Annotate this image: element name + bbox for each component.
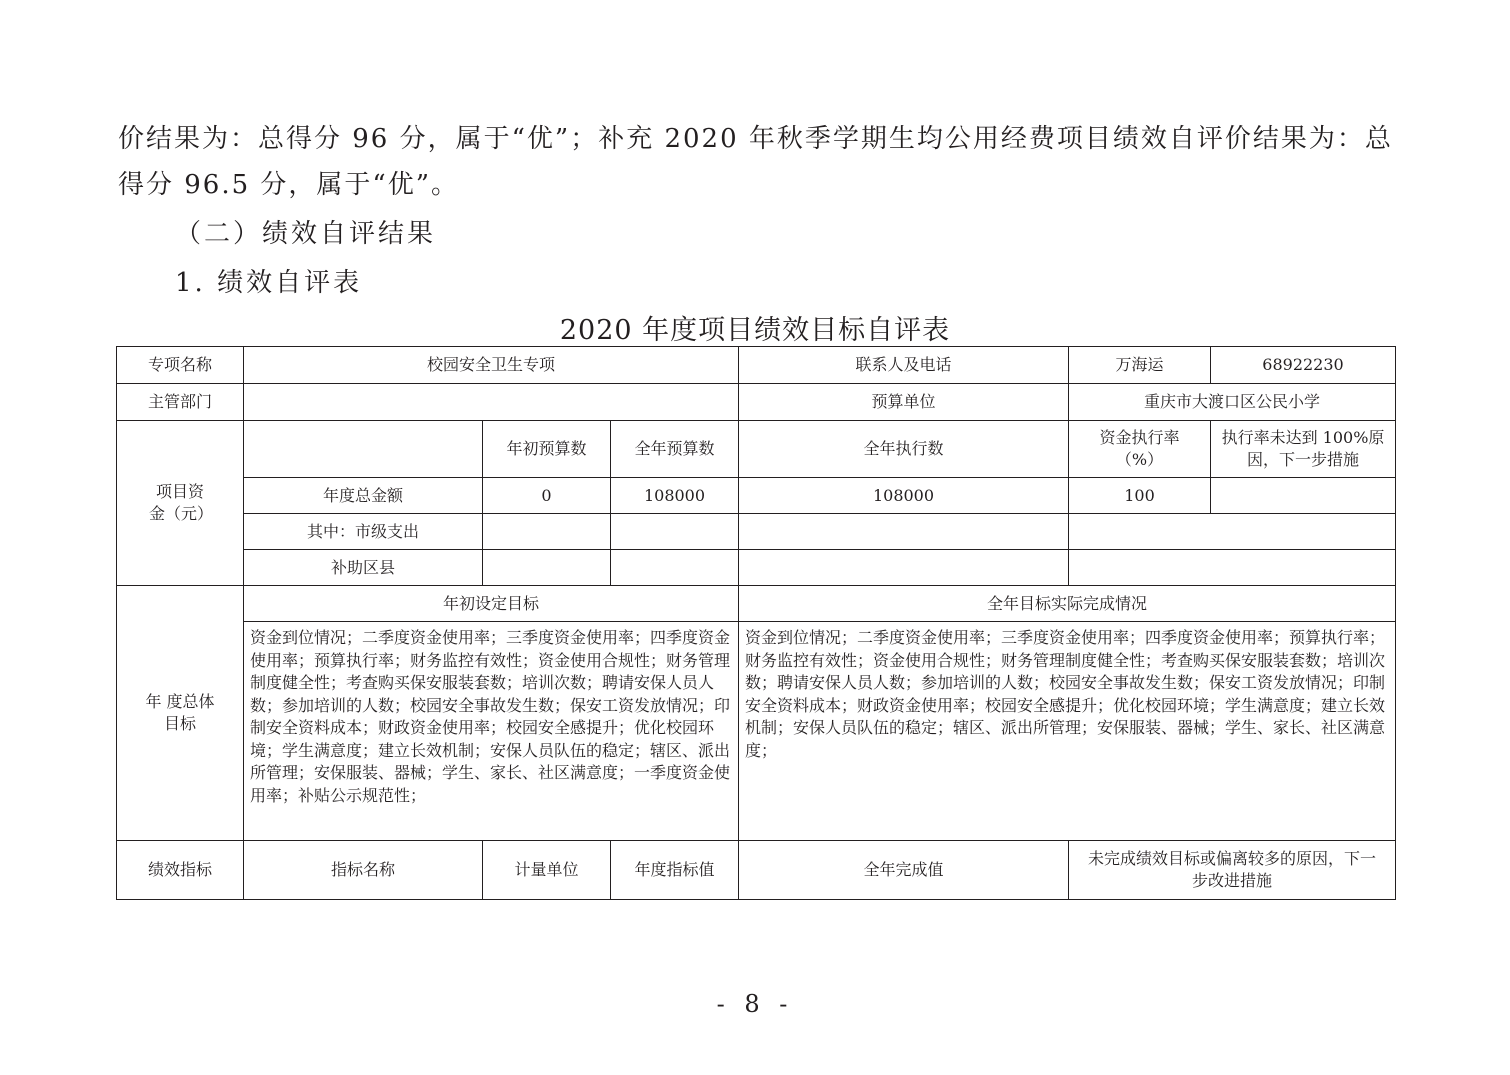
indicator-target-header: 年度指标值 [611, 841, 739, 900]
indicator-reason-header [1069, 841, 1396, 900]
district-annual [611, 550, 739, 586]
subsection-heading: 1. 绩效自评表 [175, 268, 363, 298]
table-row [117, 347, 1396, 384]
reason-header [1211, 421, 1396, 478]
actual-goals-header: 全年目标实际完成情况 [739, 586, 1396, 622]
district-initial [483, 550, 611, 586]
table-row [117, 514, 1396, 550]
goals-label-text: 年 度总体目标 [145, 692, 215, 733]
total-label: 年度总金额 [244, 478, 483, 514]
budget-unit-label: 预算单位 [739, 384, 1069, 421]
executed-header: 全年执行数 [739, 421, 1069, 478]
table-row [117, 384, 1396, 421]
city-label: 其中：市级支出 [244, 514, 483, 550]
table-row [117, 478, 1396, 514]
page-number: - 8 - [716, 990, 794, 1018]
total-rate: 100 [1069, 478, 1211, 514]
rate-header-text: 资金执行率（%） [1099, 428, 1180, 469]
total-initial: 0 [483, 478, 611, 514]
city-initial [483, 514, 611, 550]
contact-label: 联系人及电话 [739, 347, 1069, 384]
initial-budget-header: 年初预算数 [483, 421, 611, 478]
table-row [117, 586, 1396, 622]
project-name: 校园安全卫生专项 [244, 347, 739, 384]
indicators-label: 绩效指标 [117, 841, 244, 900]
total-annual: 108000 [611, 478, 739, 514]
indicator-unit-header: 计量单位 [483, 841, 611, 900]
initial-goals-text: 资金到位情况；二季度资金使用率；三季度资金使用率；四季度资金使用率；预算执行率；财务监控有效性；资金使用合规性；财务管理制度健全性；考查购买保安服装套数；培训次数；聘请安保人员人数；参加培训的人数；校园安全事故发生数；保安工资发放情况；印制安全资料成本；财政资金使用率；校园安全感提升；优化校园环境；学生满意度；建立长效机制；安保人员队伍的稳定；辖区、派出所管理；安保服装、器械；学生、家长、社区满意度；一季度资金使用率；补贴公示规范性； [244, 622, 739, 841]
city-annual [611, 514, 739, 550]
indicator-actual-header: 全年完成值 [739, 841, 1069, 900]
total-executed: 108000 [739, 478, 1069, 514]
section-heading: （二）绩效自评结果 [175, 219, 437, 249]
actual-goals-text: 资金到位情况；二季度资金使用率；三季度资金使用率；四季度资金使用率；预算执行率；财务监控有效性；资金使用合规性；财务管理制度健全性；考查购买保安服装套数；培训次数；聘请安保人员人数；参加培训的人数；校园安全事故发生数；保安工资发放情况；印制安全资料成本；财政资金使用率；校园安全感提升；优化校园环境；学生满意度；建立长效机制；安保人员队伍的稳定；辖区、派出所管理；安保服装、器械；学生、家长、社区满意度； [739, 622, 1396, 841]
contact-phone: 68922230 [1211, 347, 1396, 384]
budget-unit-value: 重庆市大渡口区公民小学 [1069, 384, 1396, 421]
goals-label [117, 586, 244, 841]
funds-header-blank [244, 421, 483, 478]
rate-header [1069, 421, 1211, 478]
project-name-label: 专项名称 [117, 347, 244, 384]
evaluation-table [116, 346, 1396, 900]
funds-label-text: 项目资金（元） [149, 482, 214, 523]
district-label: 补助区县 [244, 550, 483, 586]
city-rate [1069, 514, 1396, 550]
contact-name: 万海运 [1069, 347, 1211, 384]
indicator-name-header: 指标名称 [244, 841, 483, 900]
annual-budget-header: 全年预算数 [611, 421, 739, 478]
table-row [117, 622, 1396, 841]
intro-paragraph: 价结果为：总得分 96 分，属于“优”；补充 2020 年秋季学期生均公用经费项目绩效自评价结果为：总得分 96.5 分，属于“优”。 [118, 124, 1393, 200]
total-reason [1211, 478, 1396, 514]
funds-label [117, 421, 244, 586]
table-row [117, 550, 1396, 586]
table-row [117, 421, 1396, 478]
district-rate [1069, 550, 1396, 586]
city-executed [739, 514, 1069, 550]
table-row [117, 841, 1396, 900]
initial-goals-header: 年初设定目标 [244, 586, 739, 622]
district-executed [739, 550, 1069, 586]
reason-header-text: 执行率未达到 100%原因，下一步措施 [1221, 428, 1385, 469]
department-value [244, 384, 739, 421]
department-label: 主管部门 [117, 384, 244, 421]
indicator-reason-text: 未完成绩效目标或偏离较多的原因，下一步改进措施 [1087, 849, 1376, 890]
table-title: 2020 年度项目绩效目标自评表 [559, 315, 951, 346]
